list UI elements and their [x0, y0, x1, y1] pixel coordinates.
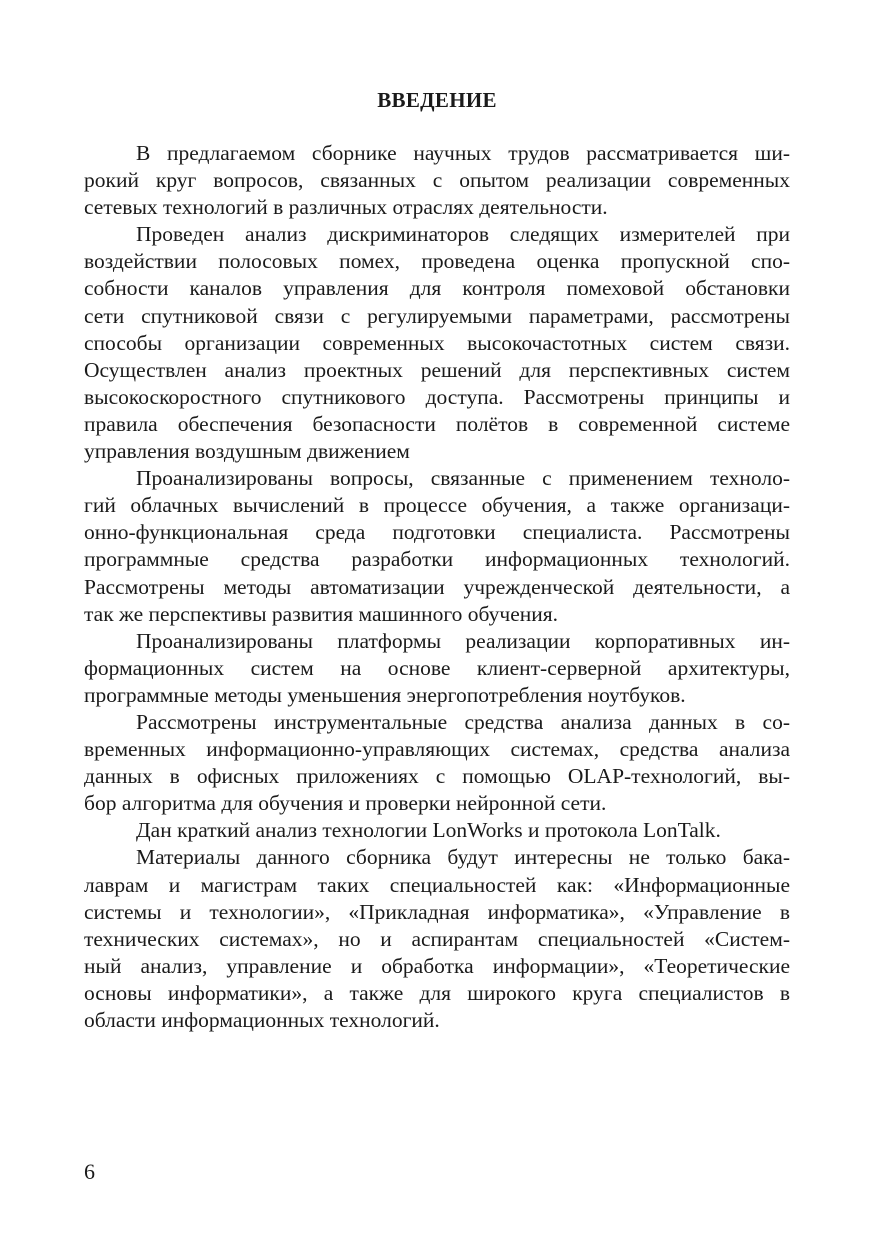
paragraph-line: временных информационно-управляющих системах, средства анализа: [84, 737, 790, 762]
paragraph-line: области информационных технологий.: [84, 1008, 440, 1032]
paragraph-line: Осуществлен анализ проектных решений для перспективных систем: [84, 357, 790, 382]
paragraph-line: бор алгоритма для обучения и проверки нейронной сети.: [84, 791, 607, 816]
page-number: 6: [84, 1159, 95, 1184]
paragraph-line: В предлагаемом сборнике научных трудов рассматривается ши-: [136, 141, 790, 165]
paragraph-line: высокоскоростного спутникового доступа. Рассмотрены принципы и: [84, 384, 790, 409]
paragraph-line: Рассмотрены методы автоматизации учрежденческой деятельности, а: [84, 574, 790, 599]
paragraph-line: формационных систем на основе клиент-серверной архитектуры,: [84, 655, 790, 680]
paragraph-line: лаврам и магистрам таких специальностей как: «Информационные: [84, 872, 790, 897]
paragraph-line: управления воздушным движением: [84, 439, 410, 464]
paragraph-line: собности каналов управления для контроля помеховой обстановки: [84, 276, 790, 301]
paragraph-line: онно-функциональная среда подготовки специалиста. Рассмотрены: [84, 520, 790, 545]
paragraph-line: ный анализ, управление и обработка информации», «Теоретические: [84, 953, 790, 978]
paragraph-line: рокий круг вопросов, связанных с опытом реализации современных: [84, 168, 790, 193]
paragraph-line: Проведен анализ дискриминаторов следящих измерителей при: [136, 222, 790, 247]
paragraph-line: Проанализированы платформы реализации корпоративных ин-: [136, 628, 790, 653]
paragraph-line: Материалы данного сборника будут интересны не только бака-: [136, 845, 790, 870]
paragraph-line: Рассмотрены инструментальные средства анализа данных в со-: [136, 709, 790, 734]
paragraph-line: воздействии полосовых помех, проведена оценка пропускной спо-: [84, 249, 790, 274]
paragraph-line: сетевых технологий в различных отраслях деятельности.: [84, 195, 608, 220]
paragraph-line: данных в офисных приложениях с помощью OLAP-технологий, вы-: [84, 764, 790, 789]
paragraph-line: гий облачных вычислений в процессе обучения, а также организаци-: [84, 493, 790, 518]
paragraph-line: так же перспективы развития машинного обучения.: [84, 601, 559, 626]
paragraph-line: программные методы уменьшения энергопотребления ноутбуков.: [84, 682, 686, 707]
paragraph-line: Проанализированы вопросы, связанные с применением техноло-: [136, 466, 790, 491]
paragraph-line: системы и технологии», «Прикладная информатика», «Управление в: [84, 899, 790, 924]
paragraph-line: правила обеспечения безопасности полётов в современной системе: [84, 411, 790, 436]
paragraph-line: Дан краткий анализ технологии LonWorks и протокола LonTalk.: [136, 818, 721, 843]
paragraph-line: программные средства разработки информационных технологий.: [84, 547, 790, 572]
page-title: ВВЕДЕНИЕ: [377, 88, 497, 112]
paragraph-line: основы информатики», а также для широкого круга специалистов в: [84, 980, 790, 1005]
paragraph-line: технических системах», но и аспирантам специальностей «Систем-: [84, 926, 790, 951]
document-body: [84, 140, 790, 1034]
paragraph-line: сети спутниковой связи с регулируемыми параметрами, рассмотрены: [84, 303, 790, 328]
paragraph-line: способы организации современных высокочастотных систем связи.: [84, 330, 790, 355]
